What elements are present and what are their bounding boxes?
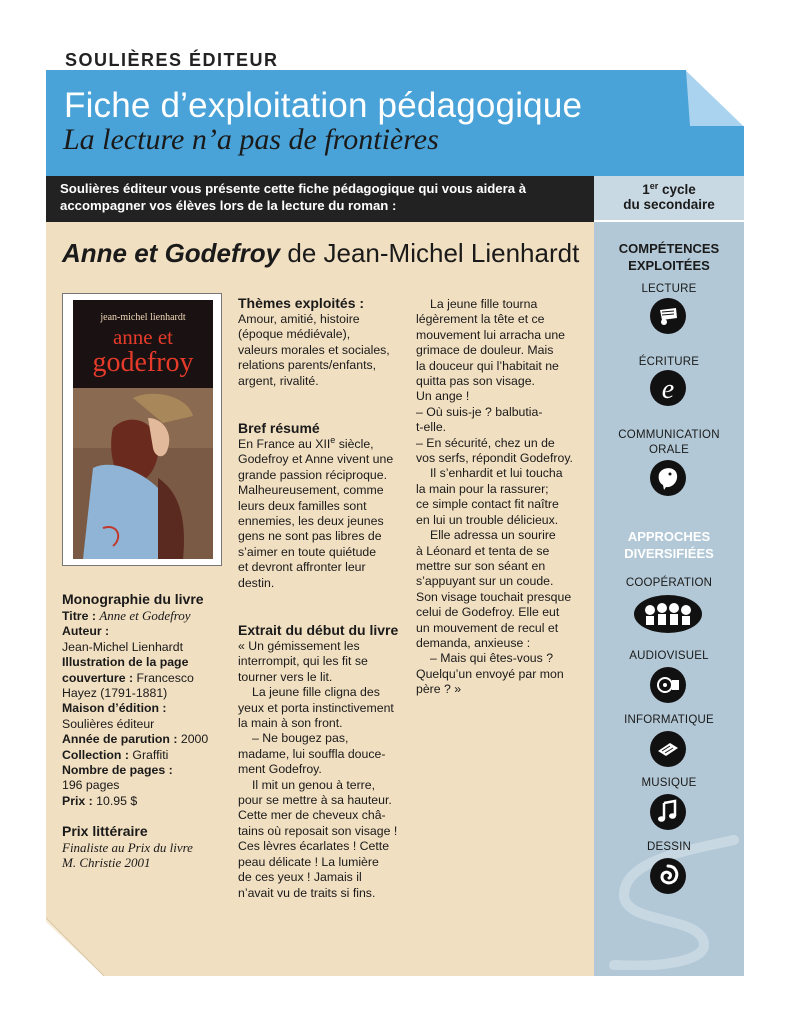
extrait-line: Il mit un genou à terre,: [252, 777, 376, 792]
ecriture-label: ÉCRITURE: [638, 356, 700, 368]
cycle-line2: du secondaire: [623, 197, 715, 212]
extrait-line: grimace de douleur. Mais: [416, 343, 554, 358]
page-fold-icon: [46, 918, 104, 976]
resume-line: destin.: [238, 575, 275, 590]
extrait-line: en lui un trouble délicieux.: [416, 512, 559, 527]
extrait-line: – Où suis-je ? balbutia-: [416, 404, 543, 419]
extrait-line: peau délicate ! La lumière: [238, 854, 379, 869]
extrait-line: t-elle.: [416, 420, 447, 435]
resume-heading: Bref résumé: [238, 420, 320, 436]
book-title: Anne et Godefroy de Jean-Michel Lienhardt: [62, 238, 580, 268]
dessin-icon: [650, 858, 686, 894]
competences-heading: COMPÉTENCES EXPLOITÉES: [618, 241, 720, 273]
extrait-line: ce simple contact fit naître: [416, 497, 559, 512]
informatique-label: INFORMATIQUE: [624, 714, 714, 726]
extrait-line: tains où reposait son visage !: [238, 823, 398, 838]
titre-line: Titre : Anne et Godefroy: [62, 608, 191, 623]
ecriture-icon: [650, 370, 686, 406]
extrait-line: Cette mer de cheveux châ-: [238, 808, 386, 823]
lecture-icon: [650, 298, 686, 334]
extrait-line: mouvement lui arracha une: [416, 327, 566, 342]
extrait-line: – En sécurité, chez un de: [416, 435, 555, 450]
resume-line: leurs deux familles sont: [238, 498, 367, 513]
communication-icon: [650, 460, 686, 496]
cover-author: jean-michel lienhardt: [100, 312, 186, 323]
resume-line: s’aimer en toute quiétude: [238, 544, 377, 559]
intro-line: Soulières éditeur vous présente cette fiche pédagogique qui vous aidera à: [60, 181, 527, 196]
cooperation-icon: [634, 595, 702, 633]
extrait-continued: [416, 297, 591, 698]
dessin-label: DESSIN: [646, 841, 692, 853]
pages-value: 196 pages: [62, 778, 120, 793]
extrait-line: Ces lèvres écarlates ! Cette: [238, 839, 390, 854]
intro-text: [60, 180, 590, 214]
cover-artwork: [73, 300, 213, 559]
extrait-line: celui de Godefroy. Elle eut: [416, 605, 560, 620]
extrait-line: madame, lui souffla douce-: [238, 746, 386, 761]
resume-line: et devront affronter leur: [238, 560, 366, 575]
svg-text:e: e: [661, 374, 675, 405]
themes-heading: Thèmes exploités :: [238, 295, 365, 311]
themes-section: [238, 295, 410, 389]
themes-line: relations parents/enfants,: [238, 358, 377, 373]
lecture-label: LECTURE: [641, 283, 697, 295]
extrait-section: [238, 622, 410, 901]
extrait-heading: Extrait du début du livre: [238, 622, 399, 638]
extrait-line: vos serfs, répondit Godefroy.: [416, 451, 573, 466]
intro-line: accompagner vos élèves lors de la lecture du roman :: [60, 198, 397, 213]
extrait-line: tourner vers le lit.: [238, 669, 333, 684]
extrait-line: Il s’enhardit et lui toucha: [430, 466, 563, 481]
resume-line: ennemies, les deux jeunes: [238, 514, 384, 529]
prix-line: Prix : 10.95 $: [62, 793, 138, 808]
extrait-line: légèrement la tête et ce: [416, 312, 545, 327]
prix-litteraire-section: [62, 823, 232, 871]
extrait-line: la main à son front.: [238, 716, 343, 731]
cover-title-line2: godefroy: [92, 347, 194, 378]
pages-label: Nombre de pages :: [62, 763, 173, 778]
extrait-line: n’avait vu de traits si fins.: [238, 885, 376, 900]
extrait-line: Quelqu’un envoyé par mon: [416, 666, 564, 681]
page-title: Fiche d’exploitation pédagogique: [64, 86, 583, 125]
extrait-line: de ces yeux ! Jamais il: [238, 870, 362, 885]
publisher-name: SOULIÈRES ÉDITEUR: [65, 50, 279, 70]
cycle-level: 1er cycle: [642, 181, 696, 197]
cycle-box: [594, 176, 744, 222]
resume-line: grande passion réciproque.: [238, 467, 388, 482]
illustration-value: Hayez (1791-1881): [62, 686, 168, 701]
cooperation-label: COOPÉRATION: [625, 577, 713, 589]
audiovisuel-label: AUDIOVISUEL: [629, 650, 709, 662]
resume-line: Malheureusement, comme: [238, 483, 384, 498]
book-cover: [62, 293, 222, 566]
extrait-line: demanda, anxieuse :: [416, 635, 531, 650]
extrait-line: père ? »: [416, 682, 462, 697]
prix-litteraire-line: Finaliste au Prix du livre: [62, 840, 193, 855]
cover-title-line1: anne et: [112, 325, 174, 349]
maison-value: Soulières éditeur: [62, 716, 155, 731]
musique-label: MUSIQUE: [641, 777, 697, 789]
themes-line: argent, rivalité.: [238, 373, 319, 388]
extrait-line: mettre sur son séant en: [416, 558, 546, 573]
resume-lines: [238, 452, 410, 591]
extrait-line: à Léonard et tenta de se: [416, 543, 550, 558]
themes-line: valeurs morales et sociales,: [238, 342, 390, 357]
resume-line: gens ne sont pas libres de: [238, 529, 382, 544]
page-subtitle: La lecture n’a pas de frontières: [63, 123, 439, 156]
illustration-line: couverture : Francesco: [62, 670, 194, 685]
extrait-line: Son visage touchait presque: [416, 589, 572, 604]
extrait-line: quitta pas son visage.: [416, 374, 535, 389]
extrait-line: la douceur qui l’habitait ne: [416, 358, 559, 373]
extrait-line: « Un gémissement les: [238, 639, 360, 653]
extrait-line: Un ange !: [416, 389, 470, 404]
approches-heading: APPROCHES DIVERSIFIÉES: [624, 529, 714, 561]
illustration-label: Illustration de la page: [62, 655, 189, 670]
extrait-line: s’appuyant sur un coude.: [416, 574, 554, 589]
extrait-line: La jeune fille cligna des: [252, 685, 380, 700]
extrait-line: – Mais qui êtes-vous ?: [430, 651, 554, 666]
extrait-line: interrompit, qui les fit se: [238, 654, 368, 669]
extrait-line: un mouvement de recul et: [416, 620, 559, 635]
communication-label: COMMUNICATION ORALE: [618, 429, 720, 456]
monographie-section: [62, 591, 232, 809]
resume-line: Godefroy et Anne vivent une: [238, 452, 394, 467]
extrait-line: – Ne bougez pas,: [252, 731, 349, 746]
extrait-line: Elle adressa un sourire: [430, 528, 556, 543]
extrait-line: ment Godefroy.: [238, 762, 322, 777]
extrait-col3: [416, 297, 591, 698]
extrait-line: pour se mettre à sa hauteur.: [238, 793, 392, 808]
audiovisuel-icon: [650, 667, 686, 703]
maison-label: Maison d’édition :: [62, 701, 167, 716]
prix-litteraire-line: M. Christie 2001: [62, 855, 151, 871]
page-fold-icon: [686, 70, 744, 126]
resume-line: En France au XIIe siècle,: [238, 435, 374, 451]
auteur-value: Jean-Michel Lienhardt: [62, 639, 183, 654]
prix-litteraire-heading: Prix littéraire: [62, 823, 148, 839]
monographie-heading: Monographie du livre: [62, 591, 204, 607]
annee-line: Année de parution : 2000: [62, 732, 209, 747]
extrait-line: yeux et porta instinctivement: [238, 700, 394, 715]
extrait-col2: [238, 639, 410, 901]
informatique-icon: [650, 731, 686, 767]
resume-section: [238, 420, 410, 591]
collection-line: Collection : Graffiti: [62, 747, 169, 762]
themes-line: Amour, amitié, histoire: [238, 312, 360, 326]
extrait-line: La jeune fille tourna: [430, 297, 538, 311]
extrait-line: la main pour la rassurer;: [416, 481, 549, 496]
themes-line: (époque médiévale),: [238, 327, 351, 342]
musique-icon: [650, 794, 686, 830]
auteur-label: Auteur :: [62, 624, 110, 639]
painting-kiss-icon: [73, 388, 213, 559]
